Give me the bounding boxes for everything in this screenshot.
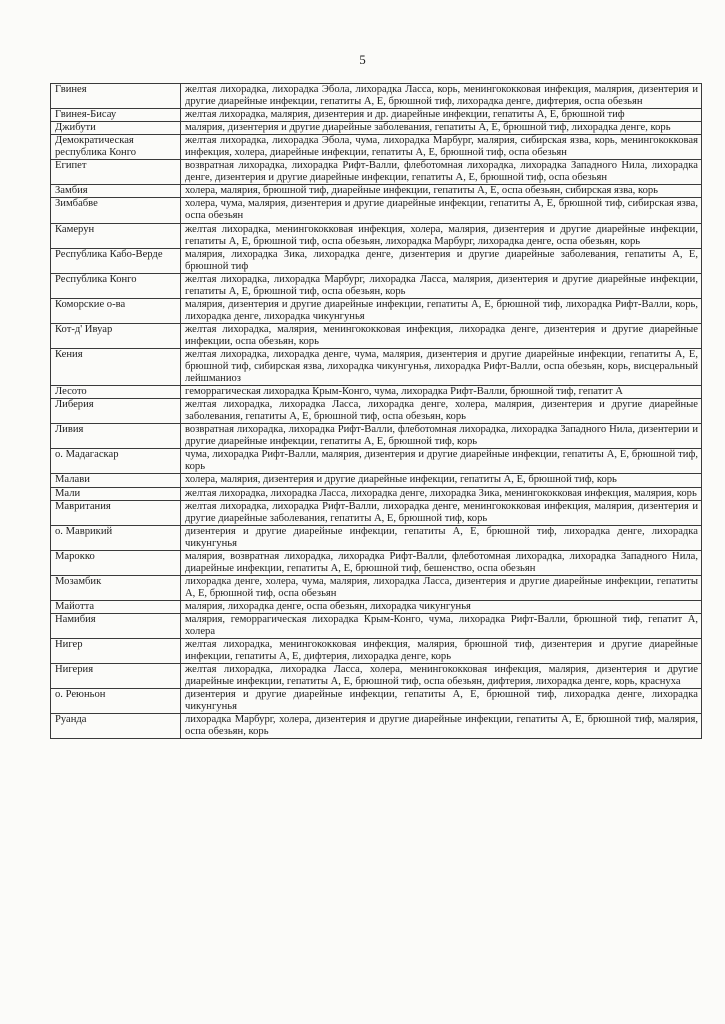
diseases-cell: малярия, лихорадка денге, оспа обезьян, лихорадка чикунгунья [181, 600, 702, 613]
country-cell: о. Реюньон [51, 689, 181, 714]
country-cell: Коморские о-ва [51, 298, 181, 323]
country-cell: Лесото [51, 386, 181, 399]
diseases-cell: холера, малярия, дизентерия и другие диарейные инфекции, гепатиты А, Е, брюшной тиф, корь [181, 474, 702, 487]
table-row [51, 348, 702, 385]
table-row [51, 689, 702, 714]
country-cell: Мали [51, 487, 181, 500]
table-row [51, 474, 702, 487]
diseases-cell: возвратная лихорадка, лихорадка Рифт-Валли, флеботомная лихорадка, лихорадка Западного Нила, лихорадка денге, дизентерия и другие диарейные инфекции, гепатиты А, Е, брюшной тиф, оспа обезьян [181, 160, 702, 185]
table-row [51, 664, 702, 689]
country-cell: Джибути [51, 122, 181, 135]
table-row [51, 714, 702, 739]
diseases-cell: лихорадка денге, холера, чума, малярия, лихорадка Ласса, дизентерия и другие диарейные инфекции, гепатиты А, Е, брюшной тиф, оспа обезьян [181, 575, 702, 600]
country-cell: Замбия [51, 185, 181, 198]
diseases-cell: возвратная лихорадка, лихорадка Рифт-Валли, флеботомная лихорадка, лихорадка Западного Нила, дизентерии и другие диарейные инфекции, гепатиты А, Е, брюшной тиф, корь [181, 424, 702, 449]
country-cell: Мавритания [51, 500, 181, 525]
country-cell: Нигерия [51, 664, 181, 689]
table-row [51, 84, 702, 109]
country-cell: Марокко [51, 550, 181, 575]
diseases-cell: желтая лихорадка, малярия, менингококковая инфекция, лихорадка денге, дизентерия и другие диарейные инфекции, оспа обезьян, корь [181, 323, 702, 348]
diseases-cell: желтая лихорадка, менингококковая инфекция, малярия, брюшной тиф, дизентерия и другие диарейные инфекции, гепатиты А, Е, дифтерия, лихорадка денге, корь [181, 639, 702, 664]
country-cell: Майотта [51, 600, 181, 613]
country-cell: о. Мадагаскар [51, 449, 181, 474]
diseases-cell: малярия, лихорадка Зика, лихорадка денге, дизентерия и другие диарейные заболевания, гепатиты А, Е, брюшной тиф [181, 248, 702, 273]
country-cell: Намибия [51, 613, 181, 638]
diseases-cell: геморрагическая лихорадка Крым-Конго, чума, лихорадка Рифт-Валли, брюшной тиф, гепатит А [181, 386, 702, 399]
country-cell: Зимбабве [51, 198, 181, 223]
table-row [51, 386, 702, 399]
country-cell: Кот-д' Ивуар [51, 323, 181, 348]
diseases-cell: малярия, возвратная лихорадка, лихорадка Рифт-Валли, флеботомная лихорадка, лихорадка Западного Нила, диарейные инфекции, гепатиты А, Е, брюшной тиф, бешенство, оспа обезьян [181, 550, 702, 575]
table-row [51, 223, 702, 248]
diseases-cell: желтая лихорадка, лихорадка Ласса, лихорадка денге, холера, малярия, дизентерия и другие диарейные заболевания, гепатиты А, Е, брюшной тиф, оспа обезьян, корь [181, 399, 702, 424]
diseases-cell: дизентерия и другие диарейные инфекции, гепатиты А, Е, брюшной тиф, лихорадка денге, лихорадка чикунгунья [181, 525, 702, 550]
table-row [51, 122, 702, 135]
table-row [51, 613, 702, 638]
diseases-cell: дизентерия и другие диарейные инфекции, гепатиты А, Е, брюшной тиф, лихорадка денге, лихорадка чикунгунья [181, 689, 702, 714]
country-cell: Камерун [51, 223, 181, 248]
diseases-cell: малярия, дизентерия и другие диарейные заболевания, гепатиты А, Е, брюшной тиф, лихорадка денге, корь [181, 122, 702, 135]
table-row [51, 487, 702, 500]
table-row [51, 424, 702, 449]
table-row [51, 639, 702, 664]
table-row [51, 323, 702, 348]
country-cell: Республика Кабо-Верде [51, 248, 181, 273]
table-row [51, 185, 702, 198]
table-row [51, 449, 702, 474]
country-cell: о. Маврикий [51, 525, 181, 550]
table-row [51, 525, 702, 550]
diseases-cell: желтая лихорадка, малярия, дизентерия и др. диарейные инфекции, гепатиты А, Е, брюшной тиф [181, 109, 702, 122]
table-row [51, 500, 702, 525]
table-row [51, 399, 702, 424]
country-cell: Нигер [51, 639, 181, 664]
country-cell: Малави [51, 474, 181, 487]
diseases-cell: желтая лихорадка, лихорадка Эбола, лихорадка Ласса, корь, менингококковая инфекция, малярия, дизентерия и другие диарейные инфекции, гепатиты А, Е, брюшной тиф, лихорадка денге, дифтерия, оспа обезьян [181, 84, 702, 109]
country-cell: Руанда [51, 714, 181, 739]
table-row [51, 273, 702, 298]
diseases-cell: малярия, геморрагическая лихорадка Крым-Конго, чума, лихорадка Рифт-Валли, брюшной тиф, гепатит А, холера [181, 613, 702, 638]
country-cell: Либерия [51, 399, 181, 424]
country-cell: Гвинея-Бисау [51, 109, 181, 122]
country-cell: Демократическая республика Конго [51, 135, 181, 160]
diseases-cell: желтая лихорадка, менингококковая инфекция, холера, малярия, дизентерия и другие диарейные инфекции, гепатиты А, Е, брюшной тиф, оспа обезьян, лихорадка Марбург, лихорадка денге, оспа обезьян, корь [181, 223, 702, 248]
diseases-cell: желтая лихорадка, лихорадка Эбола, чума, лихорадка Марбург, малярия, сибирская язва, корь, менингококковая инфекция, холера, диарейные инфекции, гепатиты А, Е, брюшной тиф, оспа обезьян [181, 135, 702, 160]
diseases-cell: холера, чума, малярия, дизентерия и другие диарейные инфекции, гепатиты А, Е, брюшной тиф, сибирская язва, оспа обезьян [181, 198, 702, 223]
country-cell: Кения [51, 348, 181, 385]
table-row [51, 575, 702, 600]
table-body [51, 84, 702, 739]
diseases-cell: желтая лихорадка, лихорадка Рифт-Валли, лихорадка денге, менингококковая инфекция, малярия, дизентерия и другие диарейные заболевания, гепатиты А, Е, брюшной тиф, корь [181, 500, 702, 525]
table-row [51, 109, 702, 122]
table-row [51, 550, 702, 575]
table-row [51, 248, 702, 273]
diseases-cell: малярия, дизентерия и другие диарейные инфекции, гепатиты А, Е, брюшной тиф, лихорадка Рифт-Валли, корь, лихорадка денге, лихорадка чикунгунья [181, 298, 702, 323]
table-row [51, 135, 702, 160]
country-cell: Республика Конго [51, 273, 181, 298]
diseases-cell: желтая лихорадка, лихорадка Ласса, лихорадка денге, лихорадка Зика, менингококковая инфекция, малярия, корь [181, 487, 702, 500]
country-cell: Мозамбик [51, 575, 181, 600]
country-cell: Ливия [51, 424, 181, 449]
diseases-cell: желтая лихорадка, лихорадка Марбург, лихорадка Ласса, малярия, дизентерия и другие диарейные инфекции, гепатиты А, Е, брюшной тиф, оспа обезьян, корь [181, 273, 702, 298]
table-row [51, 160, 702, 185]
diseases-cell: лихорадка Марбург, холера, дизентерия и другие диарейные инфекции, гепатиты А, Е, брюшной тиф, малярия, оспа обезьян, корь [181, 714, 702, 739]
diseases-cell: желтая лихорадка, лихорадка Ласса, холера, менингококковая инфекция, малярия, дизентерия и другие диарейные инфекции, гепатиты А, Е, брюшной тиф, оспа обезьян, дифтерия, лихорадка денге, корь, краснуха [181, 664, 702, 689]
country-cell: Египет [51, 160, 181, 185]
diseases-cell: чума, лихорадка Рифт-Валли, малярия, дизентерия и другие диарейные инфекции, гепатиты А, Е, брюшной тиф, корь [181, 449, 702, 474]
page-number: 5 [359, 52, 366, 67]
country-cell: Гвинея [51, 84, 181, 109]
country-disease-table [50, 83, 702, 739]
table-row [51, 198, 702, 223]
table-row [51, 298, 702, 323]
table-row [51, 600, 702, 613]
diseases-cell: холера, малярия, брюшной тиф, диарейные инфекции, гепатиты А, Е, оспа обезьян, сибирская язва, корь [181, 185, 702, 198]
diseases-cell: желтая лихорадка, лихорадка денге, чума, малярия, дизентерия и другие диарейные инфекции, гепатиты А, Е, брюшной тиф, сибирская язва, лихорадка чикунгунья, лихорадка Рифт-Валли, оспа обезьян, корь, висцеральный лейшманиоз [181, 348, 702, 385]
